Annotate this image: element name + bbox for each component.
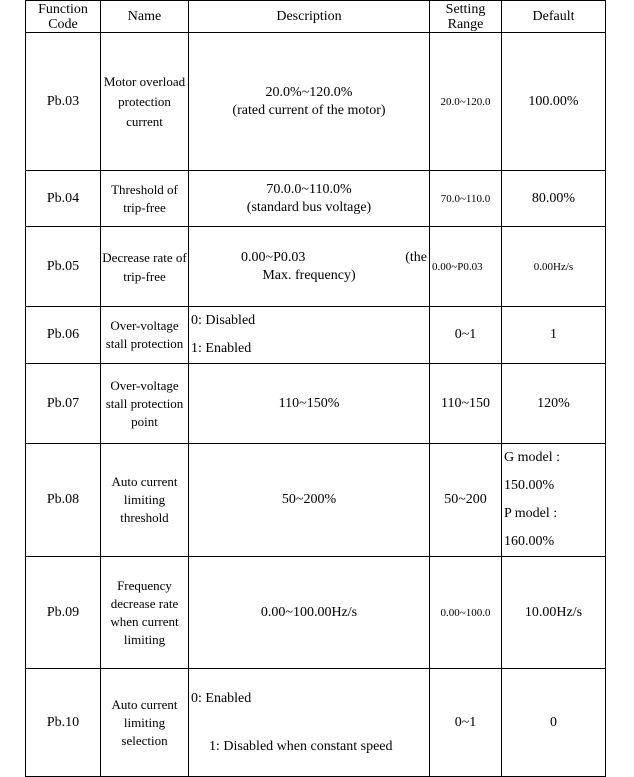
default-value: 10.00Hz/s bbox=[502, 557, 606, 669]
parameter-name: Motor overload protection current bbox=[101, 33, 189, 171]
setting-range: 20.0~120.0 bbox=[430, 33, 502, 171]
description: 20.0%~120.0% (rated current of the motor) bbox=[189, 33, 430, 171]
setting-range: 110~150 bbox=[430, 364, 502, 444]
header-name: Name bbox=[101, 1, 189, 33]
setting-range: 50~200 bbox=[430, 444, 502, 557]
description: 0: Disabled 1: Enabled bbox=[189, 307, 430, 364]
parameter-name: Over-voltage stall protection bbox=[101, 307, 189, 364]
setting-range: 0~1 bbox=[430, 307, 502, 364]
function-code: Pb.08 bbox=[26, 444, 101, 557]
parameter-name: Auto current limiting threshold bbox=[101, 444, 189, 557]
parameter-table bbox=[25, 0, 606, 777]
description: 70.0.0~110.0% (standard bus voltage) bbox=[189, 171, 430, 227]
function-code: Pb.04 bbox=[26, 171, 101, 227]
default-value: 1 bbox=[502, 307, 606, 364]
setting-range: 70.0~110.0 bbox=[430, 171, 502, 227]
description: 0: Enabled 1: Disabled when constant speed bbox=[189, 669, 430, 777]
table-row bbox=[26, 33, 606, 171]
setting-range: 0.00~100.0 bbox=[430, 557, 502, 669]
default-value: 120% bbox=[502, 364, 606, 444]
default-value: 100.00% bbox=[502, 33, 606, 171]
header-setting-range: Setting Range bbox=[430, 1, 502, 33]
parameter-name: Auto current limiting selection bbox=[101, 669, 189, 777]
table-row bbox=[26, 444, 606, 557]
description: 0.00~P0.03 (the Max. frequency) bbox=[189, 227, 430, 307]
header-function-code: Function Code bbox=[26, 1, 101, 33]
description: 0.00~100.00Hz/s bbox=[189, 557, 430, 669]
header-row bbox=[26, 1, 606, 33]
table-row bbox=[26, 171, 606, 227]
default-value: 0 bbox=[502, 669, 606, 777]
setting-range: 0.00~P0.03 bbox=[430, 227, 502, 307]
table-row bbox=[26, 307, 606, 364]
parameter-name: Frequency decrease rate when current limiting bbox=[101, 557, 189, 669]
function-code: Pb.06 bbox=[26, 307, 101, 364]
table-row bbox=[26, 364, 606, 444]
function-code: Pb.05 bbox=[26, 227, 101, 307]
description: 110~150% bbox=[189, 364, 430, 444]
setting-range: 0~1 bbox=[430, 669, 502, 777]
default-value: G model : 150.00% P model : 160.00% bbox=[502, 444, 606, 557]
default-value: 80.00% bbox=[502, 171, 606, 227]
function-code: Pb.10 bbox=[26, 669, 101, 777]
parameter-name: Decrease rate of trip-free bbox=[101, 227, 189, 307]
table-row bbox=[26, 557, 606, 669]
function-code: Pb.03 bbox=[26, 33, 101, 171]
function-code: Pb.07 bbox=[26, 364, 101, 444]
description: 50~200% bbox=[189, 444, 430, 557]
table-row bbox=[26, 669, 606, 777]
function-code: Pb.09 bbox=[26, 557, 101, 669]
default-value: 0.00Hz/s bbox=[502, 227, 606, 307]
header-description: Description bbox=[189, 1, 430, 33]
parameter-name: Threshold of trip-free bbox=[101, 171, 189, 227]
table-row bbox=[26, 227, 606, 307]
parameter-name: Over-voltage stall protection point bbox=[101, 364, 189, 444]
header-default: Default bbox=[502, 1, 606, 33]
